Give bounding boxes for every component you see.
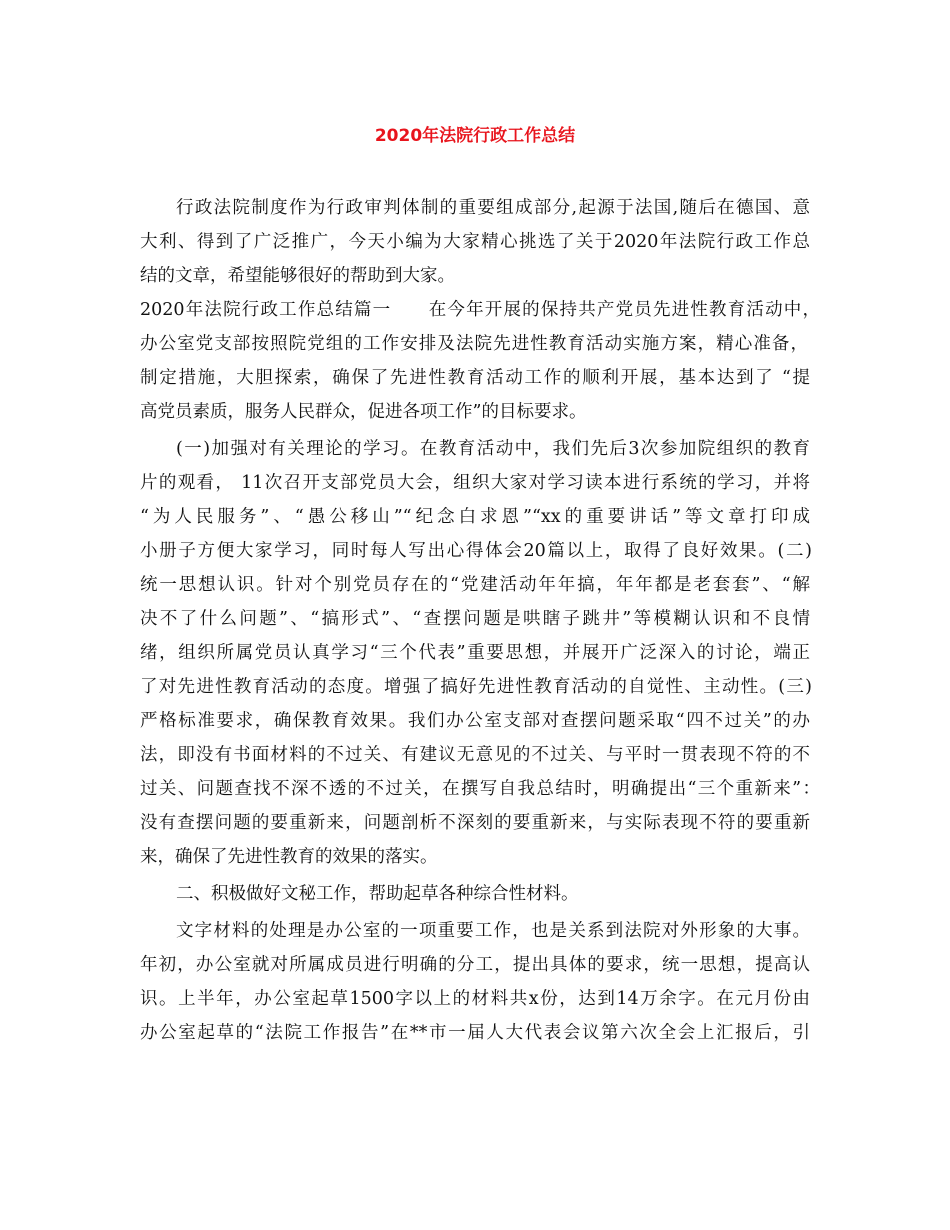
paragraph-line (0, 840, 950, 874)
line-text: 严格标准要求，确保教育效果。我们办公室支部对查摆问题采取“四不过关”的办 (140, 711, 810, 731)
paragraph-line (0, 670, 950, 704)
line-text: 绪，组织所属党员认真学习“三个代表”重要思想，并展开广泛深入的讨论，端正 (140, 643, 810, 663)
paragraph-line (0, 914, 950, 948)
paragraph-line (0, 327, 950, 361)
line-text: 制定措施，大胆探索，确保了先进性教育活动工作的顺利开展，基本达到了 “提 (140, 368, 810, 388)
paragraph-line (0, 500, 950, 534)
line-text: 了对先进性教育活动的态度。增强了搞好先进性教育活动的自觉性、主动性。(三) (140, 677, 812, 697)
paragraph-line (0, 259, 950, 293)
paragraph-line (0, 432, 950, 466)
paragraph-line (0, 948, 950, 982)
line-text: “为人民服务”、“愚公移山”“纪念白求恩”“xx的重要讲话”等文章打印成 (140, 507, 810, 527)
line-text: 二、积极做好文秘工作，帮助起草各种综合性材料。 (176, 884, 579, 904)
paragraph-line (0, 636, 950, 670)
line-text: 没有查摆问题的要重新来，问题剖析不深刻的要重新来，与实际表现不符的要重新 (140, 813, 810, 833)
paragraph-line (0, 772, 950, 806)
line-text: 高党员素质，服务人民群众，促进各项工作”的目标要求。 (140, 402, 587, 422)
paragraph-line (0, 293, 950, 327)
line-text: 决不了什么问题”、“搞形式”、“查摆问题是哄瞎子跳井”等模糊认识和不良情 (140, 609, 810, 629)
paragraph-line (0, 568, 950, 602)
line-text: 统一思想认识。针对个别党员存在的“党建活动年年搞，年年都是老套套”、“解 (140, 575, 810, 595)
paragraph-line (0, 534, 950, 568)
line-text: 办公室党支部按照院党组的工作安排及法院先进性教育活动实施方案，精心准备， (140, 334, 808, 354)
line-text: 法，即没有书面材料的不过关、有建议无意见的不过关、与平时一贯表现不符的不 (140, 745, 810, 765)
line-text: 年初，办公室就对所属成员进行明确的分工，提出具体的要求，统一思想，提高认 (140, 955, 810, 975)
paragraph-line (0, 191, 950, 225)
paragraph-line (0, 1016, 950, 1050)
paragraph-line (0, 806, 950, 840)
paragraph-line (0, 395, 950, 429)
line-text: 识。上半年，办公室起草1500字以上的材料共x份，达到14万余字。在元月份由 (140, 989, 810, 1009)
line-text: 小册子方便大家学习，同时每人写出心得体会20篇以上，取得了良好效果。(二) (140, 541, 812, 561)
line-text: 文字材料的处理是办公室的一项重要工作，也是关系到法院对外形象的大事。 (176, 921, 810, 941)
paragraph-line (0, 361, 950, 395)
line-text: 行政法院制度作为行政审判体制的重要组成部分,起源于法国,随后在德国、意 (176, 198, 810, 218)
line-text: 2020年法院行政工作总结篇一 在今年开展的保持共产党员先进性教育活动中， (140, 300, 820, 320)
paragraph-line (0, 704, 950, 738)
paragraph-line (0, 982, 950, 1016)
paragraph-line (0, 225, 950, 259)
paragraph-line (0, 738, 950, 772)
line-text: 结的文章，希望能够很好的帮助到大家。 (140, 266, 455, 286)
line-text: 片的观看， 11次召开支部党员大会，组织大家对学习读本进行系统的学习，并将 (140, 473, 810, 493)
document-title: 2020年法院行政工作总结 (374, 126, 576, 146)
line-text: 来，确保了先进性教育的效果的落实。 (140, 847, 438, 867)
line-text: (一)加强对有关理论的学习。在教育活动中，我们先后3次参加院组织的教育 (176, 439, 810, 459)
paragraph-line (0, 602, 950, 636)
paragraph-line (0, 466, 950, 500)
paragraph-line (0, 877, 950, 911)
line-text: 办公室起草的“法院工作报告”在**市一届人大代表会议第六次全会上汇报后，引 (140, 1023, 810, 1043)
line-text: 过关、问题查找不深不透的不过关，在撰写自我总结时，明确提出“三个重新来”： (140, 779, 820, 799)
line-text: 大利、得到了广泛推广，今天小编为大家精心挑选了关于2020年法院行政工作总 (140, 232, 810, 252)
